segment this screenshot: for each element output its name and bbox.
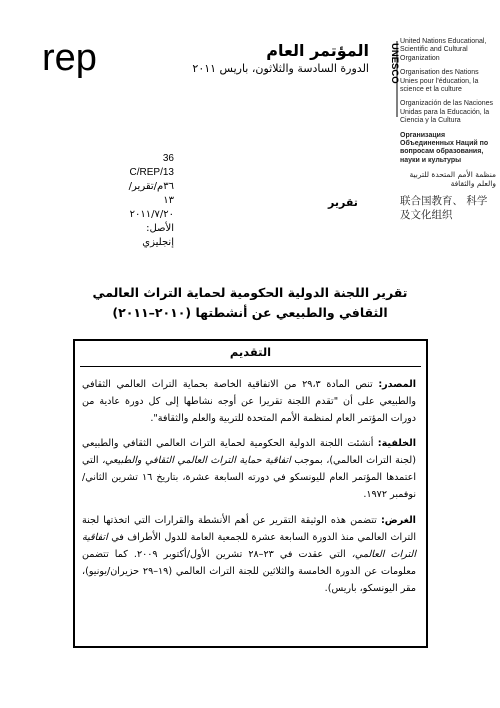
source-paragraph	[82, 376, 416, 427]
purpose-text-1: تتضمن هذه الوثيقة التقرير عن أهم الأنشطة والقرارات التي اتخذتها لجنة التراث العالمي منذ الدورة السابعة عشرة للجمعية العامة للدول الأطراف في	[82, 515, 416, 543]
source-text: تنص المادة ٢٩،٣ من الاتفاقية الخاصة بحماية التراث العالمي الثقافي والطبيعي على أن "تقدم اللجنة تقريرا عن أوجه نشاطها إلى كل دورة عادية من دورات المؤتمر العام لمنظمة الأمم المتحدة للتربية والعلم والثقافة".	[82, 379, 416, 424]
purpose-convention-title: اتفاقية التراث العالمي،	[82, 532, 416, 560]
background-text-2: التي اعتمدها المؤتمر العام لليونسكو في دورته السابعة عشرة، بتاريخ ١٦ تشرين الثاني/نوفمبر ١٩٧٢.	[82, 455, 416, 500]
introduction-box	[73, 339, 428, 648]
background-label: الخلفية:	[377, 438, 416, 449]
purpose-label: الغرض:	[380, 515, 416, 526]
unesco-logo	[386, 41, 398, 117]
doc-original-language: الأصل: إنجليزي	[142, 223, 174, 248]
background-paragraph	[82, 435, 416, 503]
conference-title: المؤتمر العام	[266, 41, 369, 60]
conference-header	[192, 41, 369, 77]
source-label: المصدر:	[378, 379, 416, 390]
org-name-en: United Nations Educational, Scientific and Cultural Organization	[400, 38, 487, 62]
org-name-es: Organización de las Naciones Unidas para la Educación, la Ciencia y la Cultura	[400, 100, 493, 125]
doc-code: 36 C/REP/13	[129, 153, 174, 178]
doc-type-label: تقرير	[328, 196, 358, 209]
background-text-1: أنشئت اللجنة الدولية الحكومية لحماية التراث العالمي الثقافي والطبيعي (لجنة التراث العالمي)، بموجب	[82, 438, 416, 466]
document-type-rep: rep	[42, 37, 97, 79]
report-title-line2: الثقافي والطبيعي عن أنشطتها (٢٠١٠–٢٠١١)	[112, 305, 388, 320]
introduction-heading: التقديم	[229, 345, 272, 359]
report-title-line1: تقرير اللجنة الدولية الحكومية لحماية التراث العالمي	[92, 285, 408, 300]
logo-unesco-text: UNESCO	[389, 43, 400, 84]
report-title	[40, 283, 460, 323]
doc-date: ٢٠١١/٧/٢٠	[129, 209, 174, 220]
heading-divider	[80, 366, 421, 367]
purpose-text-2: التي عقدت في ٢٣–٢٨ تشرين الأول/أكتوبر ٢٠٠٩. كما تتضمن معلومات عن الدورة الخامسة والثلاثين للجنة التراث العالمي (١٩–٢٩ حزيران/يونيو)، مقر اليونسكو، باريس).	[82, 549, 417, 594]
document-reference	[118, 152, 174, 250]
purpose-paragraph	[82, 512, 416, 597]
unesco-organization-names	[400, 38, 496, 228]
org-name-ar: منظمة الأمم المتحدة للتربية والعلم والثقافة	[409, 170, 496, 188]
org-name-ru: Организация Объединенных Наций по вопросам образования, науки и культуры	[400, 131, 489, 164]
org-name-fr: Organisation des Nations Unies pour l'éducation, la science et la culture	[400, 69, 479, 94]
org-name-zh: 联合国教育、 科学及文化组织	[400, 195, 488, 222]
conference-session: الدورة السادسة والثلاثون، باريس ٢٠١١	[192, 62, 369, 75]
background-convention-title: اتفاقية حماية التراث العالمي الثقافي والطبيعي،	[101, 455, 291, 466]
doc-code-arabic: ٣٦م/تقرير/١٣	[128, 181, 174, 206]
